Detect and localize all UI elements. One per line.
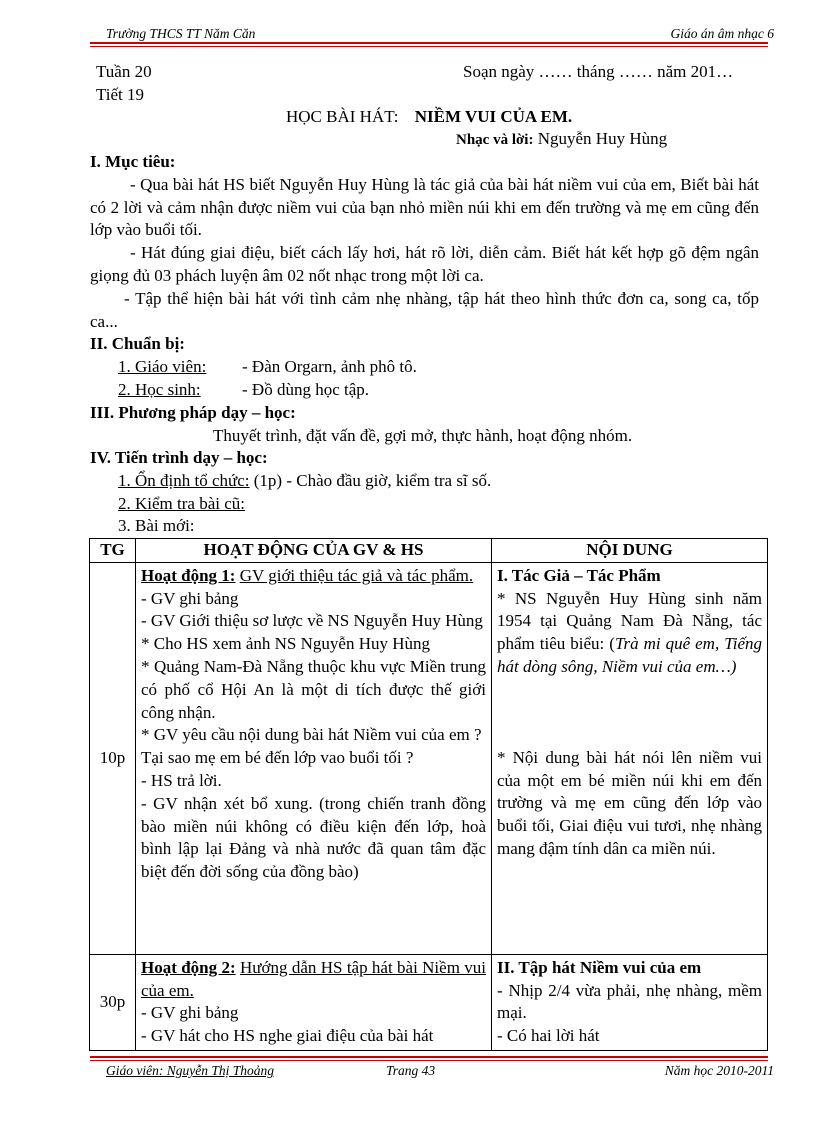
row-time: 30p (90, 954, 136, 1050)
objectives-heading: I. Mục tiêu: (90, 152, 176, 171)
process-step-1 (118, 470, 491, 493)
school-year: Năm học 2010-2011 (664, 1063, 774, 1078)
author-name: Nguyễn Huy Hùng (537, 129, 668, 148)
process-heading: IV. Tiến trình dạy – học: (90, 448, 268, 467)
teacher-prep (118, 356, 206, 379)
footer-rule-thin (90, 1060, 768, 1061)
teacher-name: Giáo viên: Nguyễn Thị Thoảng (106, 1063, 274, 1078)
footer-rule (90, 1056, 768, 1058)
content-cell (492, 954, 768, 1050)
step-1-rest: (1p) - Chào đầu giờ, kiểm tra sĩ số. (249, 471, 492, 490)
teacher-prep-label: 1. Giáo viên: (118, 357, 207, 376)
lesson-table (89, 538, 768, 1051)
song-name: NIỀM VUI CỦA EM. (414, 107, 573, 126)
activity-label: Hoạt động 1: (141, 565, 236, 585)
activity-line: - GV Giới thiệu sơ lược về NS Nguyễn Huy Hùng (141, 611, 483, 631)
student-prep-label: 2. Học sinh: (118, 380, 201, 399)
date-label: Soạn ngày …… tháng …… năm 201… (463, 62, 734, 81)
activity-label: Hoạt động 2: (141, 957, 236, 977)
content-heading: II. Tập hát Niềm vui của em (497, 957, 702, 977)
activity-line: - GV nhận xét bổ xung. (trong chiến tranh đồng bào miền núi không có điều kiện đến lớp, hoà bình lập lại Đảng và nhà nước đã quan tâm đặc biệt đến đời sống của đồng bào) (141, 793, 486, 882)
student-prep-value: - Đồ dùng học tập. (242, 380, 370, 399)
activity-line: * GV yêu cầu nội dung bài hát Niềm vui của em ? (141, 725, 482, 745)
week-label: Tuần 20 (96, 62, 152, 81)
lesson-title (286, 106, 572, 129)
header-rule-thin (90, 46, 768, 47)
subject-name: Giáo án âm nhạc 6 (670, 26, 774, 41)
activity-cell (136, 562, 492, 954)
period-label: Tiết 19 (96, 85, 145, 104)
process-step-3: 3. Bài mới: (118, 516, 195, 535)
content-cell (492, 562, 768, 954)
author-works: Trà mi quê em, Tiếng hát dòng sông, Niềm vui của em…) (497, 634, 762, 676)
author-label: Nhạc và lời: (456, 132, 534, 148)
teacher-prep-value: - Đàn Orgarn, ảnh phô tô. (242, 357, 417, 376)
activity-line: - GV hát cho HS nghe giai điệu của bài hát (141, 1026, 434, 1046)
page-number: Trang 43 (386, 1063, 436, 1078)
content-heading: I. Tác Giả – Tác Phẩm (497, 565, 661, 585)
header-content: NỘI DUNG (492, 539, 768, 563)
table-row (90, 562, 768, 954)
header-activity: HOẠT ĐỘNG CỦA GV & HS (136, 539, 492, 563)
school-name: Trường THCS TT Năm Căn (106, 26, 256, 41)
process-step-2: 2. Kiểm tra bài cũ: (118, 494, 245, 513)
title-prefix: HỌC BÀI HÁT: (286, 107, 399, 126)
step-1-label: 1. Ổn định tổ chức: (118, 471, 250, 490)
content-line: - Có hai lời hát (497, 1026, 600, 1046)
row-time: 10p (90, 562, 136, 954)
table-header-row (90, 539, 768, 563)
activity-line: - HS trả lời. (141, 770, 222, 790)
methods-heading: III. Phương pháp dạy – học: (90, 403, 296, 422)
activity-line: - GV ghi bảng (141, 1003, 239, 1023)
activity-line: Tại sao mẹ em bé đến lớp vao buổi tối ? (141, 748, 414, 768)
activity-cell (136, 954, 492, 1050)
header-rule (90, 42, 768, 44)
song-content: * Nội dung bài hát nói lên niềm vui của một em bé miền núi khi em đến trường và mẹ em cũng đến lớp vào buổi tối, Giai điệu vui tươi, nhẹ nhàng mang đậm tính dân ca miền núi. (497, 747, 762, 858)
objective-2: - Hát đúng giai điệu, biết cách lấy hơi, hát rõ lời, diễn cảm. Biết hát kết hợp gõ đệm ngân giọng đủ 03 phách luyện âm 02 nốt nhạc trong một lời ca. (90, 243, 759, 285)
activity-line: * Quảng Nam-Đà Nẵng thuộc khu vực Miền trung có phố cổ Hội An là một di tích được thế giới công nhận. (141, 656, 486, 722)
objective-1: - Qua bài hát HS biết Nguyễn Huy Hùng là tác giả của bài hát niềm vui của em, Biết bài hát có 2 lời và cảm nhận được niềm vui của bạn nhỏ miền núi khi em đến trường và mẹ em cũng đến lớp vào buổi tối. (90, 175, 759, 240)
preparation-heading: II. Chuẩn bị: (90, 334, 185, 353)
student-prep (118, 379, 201, 402)
header-time: TG (90, 539, 136, 563)
activity-title: GV giới thiệu tác giả và tác phẩm. (239, 565, 474, 585)
activity-title: Hướng dẫn HS tập hát bài Niềm vui của em. (141, 957, 486, 1000)
table-row (90, 954, 768, 1050)
content-line: - Nhịp 2/4 vừa phải, nhẹ nhàng, mềm mại. (497, 980, 762, 1023)
methods-text: Thuyết trình, đặt vấn đề, gợi mở, thực hành, hoạt động nhóm. (213, 426, 633, 445)
activity-line: * Cho HS xem ảnh NS Nguyễn Huy Hùng (141, 634, 430, 654)
author-info: * NS Nguyễn Huy Hùng sinh năm 1954 tại Quảng Nam Đà Nẵng, tác phẩm tiêu biểu: ( (497, 588, 762, 654)
song-author (456, 128, 667, 152)
objective-3: - Tập thể hiện bài hát với tình cảm nhẹ nhàng, tập hát theo hình thức đơn ca, song ca, tốp ca... (90, 289, 759, 331)
activity-line: - GV ghi bảng (141, 588, 239, 608)
